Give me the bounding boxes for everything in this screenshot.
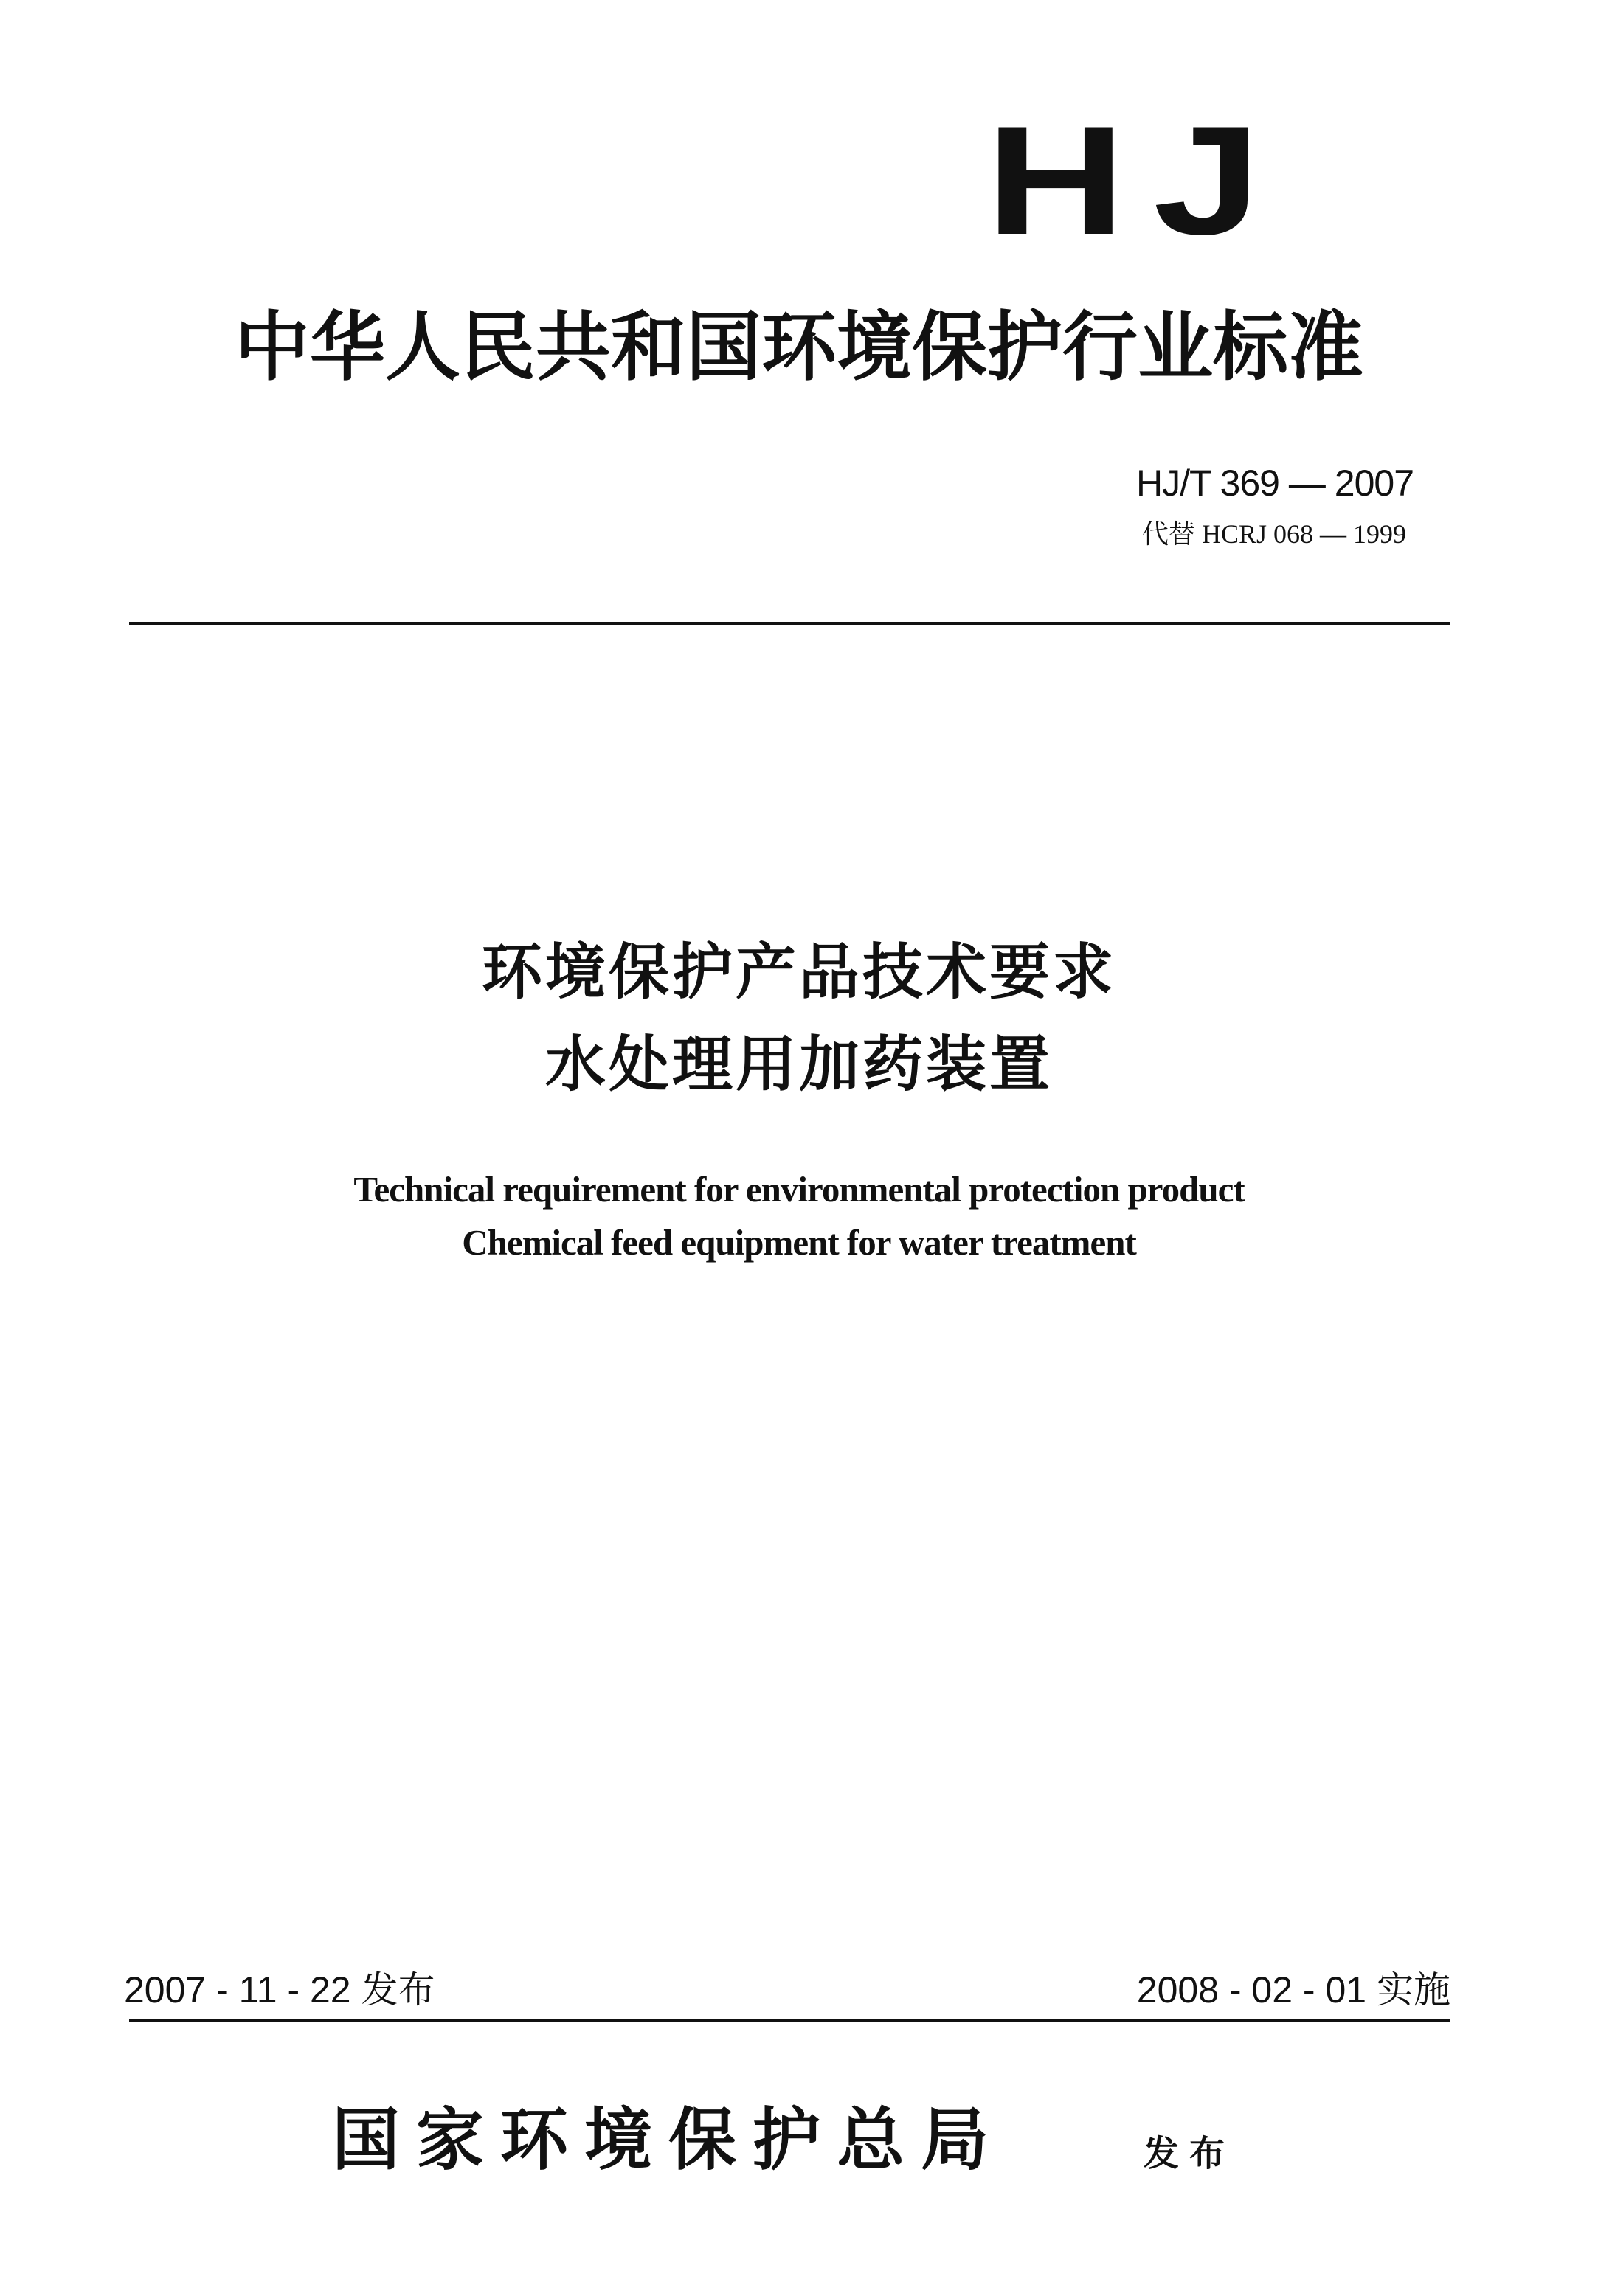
bottom-divider — [129, 2019, 1450, 2022]
title-chinese-line-2: 水处理用加药装置 — [544, 1030, 1053, 1100]
title-english-line-1: Technical requirement for environmental protection product — [353, 1169, 1245, 1210]
title-english-line-2: Chemical feed equipment for water treatment — [462, 1222, 1136, 1263]
title-chinese-line-1: 环境保护产品技术要求 — [481, 937, 1116, 1007]
replaces-standard: 代替 HCRJ 068 — 1999 — [1141, 519, 1406, 549]
standard-category-heading: 中华人民共和国环境保护行业标准 — [235, 303, 1363, 392]
top-divider — [129, 622, 1450, 625]
publisher-name: 国家环境保护总局 — [332, 2100, 1006, 2179]
issue-date: 2007 - 11 - 22 发布 — [124, 1969, 435, 2011]
implementation-date: 2008 - 02 - 01 实施 — [1136, 1969, 1450, 2011]
publish-label: 发布 — [1144, 2133, 1236, 2174]
hj-logo: HJ — [985, 94, 1288, 267]
standard-code: HJ/T 369 — 2007 — [1136, 462, 1414, 504]
